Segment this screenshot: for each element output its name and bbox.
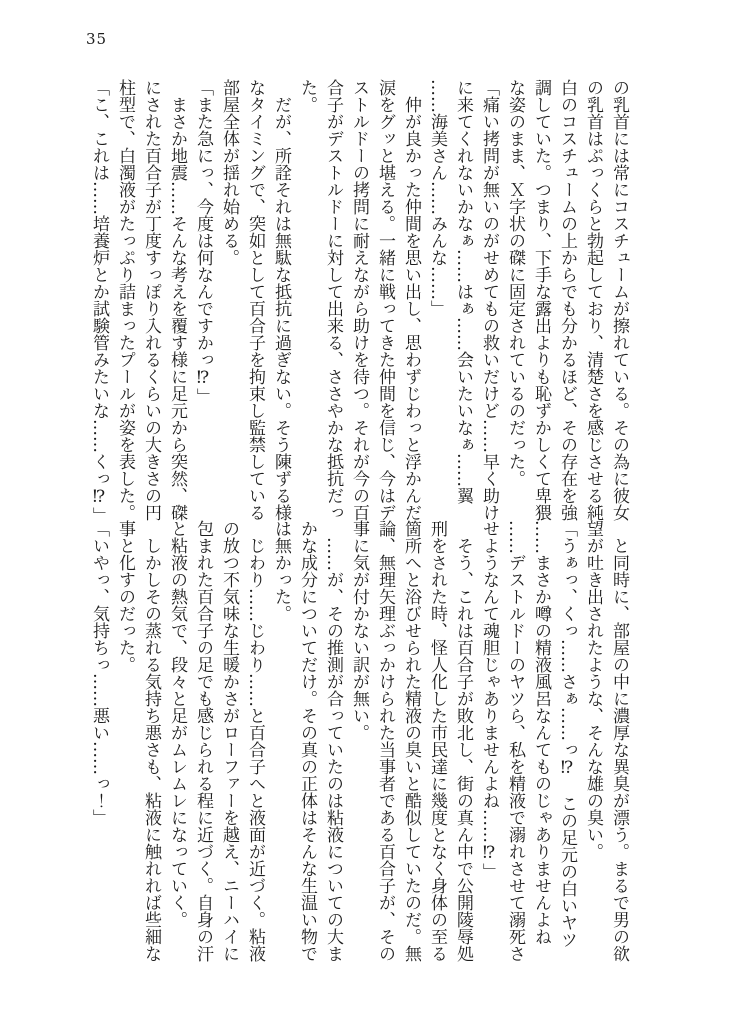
text-line: かな成分についてだけ。その真の正体はそんな生温い物で xyxy=(297,520,317,962)
text-line: にされた百合子が丁度すっぽり入れるくらいの大きさの円 xyxy=(141,79,161,521)
text-line: 事と化すのだった。 xyxy=(115,520,135,673)
text-line: の乳首はぷっくらと勃起しており、清楚さを感じさせる純 xyxy=(583,79,603,521)
text-line: 「痛い拷問が無いのがせめてもの救いだけど……早く助け xyxy=(479,79,499,521)
text-line: 柱型で、白濁液がたっぷり詰まったプールが姿を表した。 xyxy=(115,79,135,521)
text-line: 刑をされた時、怪人化した市民達に幾度となく身体の至る xyxy=(427,520,447,962)
text-line: しかしその蒸れる気持ち悪さも、粘液に触れれば些細な xyxy=(141,520,161,962)
text-line: は無かった。 xyxy=(271,520,291,622)
page-number: 35 xyxy=(86,30,108,48)
text-line: ……が、その推測が合っていたのは粘液についての大ま xyxy=(323,520,343,962)
text-line: 合子がデストルドーに対して出来る、ささやかな抵抗だっ xyxy=(323,79,343,521)
text-line: なタイミングで、突如として百合子を拘束し監禁している xyxy=(245,79,265,521)
text-line: じわり……じわり……と百合子へと液面が近づく。粘液 xyxy=(245,520,265,962)
text-line: ……デストルドーのヤツら、私を精液で溺れさせて溺死さ xyxy=(505,520,525,962)
text-line: 涙をグッと堪える。一緒に戦ってきた仲間を信じ、今はデ xyxy=(375,79,395,521)
text-line: 白のコスチュームの上からでも分かるほど、その存在を強 xyxy=(557,79,577,521)
text-line: 事に気が付かない訳が無い。 xyxy=(349,520,369,741)
text-line: の放つ不気味な生暖かさがローファーを越え、ニーハイに xyxy=(219,520,239,962)
text-line: 望が吐き出されたような、そんな雄の臭い。 xyxy=(583,520,603,860)
text-line: 部屋全体が揺れ始める。 xyxy=(219,79,239,266)
text-line: 「うぁっ、くっ……さぁ……っ⁉ この足元の白いヤツ xyxy=(557,520,577,948)
text-line: 箇所へと浴びせられた精液の臭いと酷似していたのだ。無 xyxy=(401,520,421,962)
text-line: 「こ、これは……培養炉とか試験管みたいな……くっ⁉」 xyxy=(89,79,109,524)
text-line: ……海美さん……みんな……」 xyxy=(427,79,447,317)
text-block-top xyxy=(85,79,632,527)
text-line: と同時に、部屋の中に濃厚な異臭が漂う。まるで男の欲 xyxy=(609,520,629,962)
text-line: に来てくれないかなぁ……はぁ……会いたいなぁ……翼 xyxy=(453,79,473,504)
text-line: まさか地震……そんな考えを覆す様に足元から突然、磔 xyxy=(167,79,187,521)
text-line: せようなんて魂胆じゃありませんよね……⁉」 xyxy=(479,520,499,880)
text-line: 「また急にっ、今度は何なんですかっ⁉」 xyxy=(193,79,213,405)
text-line: 仲が良かった仲間を思い出し、思わずじわっと浮かんだ xyxy=(401,79,421,521)
text-line: ……まさか噂の精液風呂なんてものじゃありませんよね xyxy=(531,520,551,945)
text-line: そう、これは百合子が敗北し、街の真ん中で公開陵辱処 xyxy=(453,520,473,962)
text-line: な姿のまま、Ｘ字状の磔に固定されているのだった。 xyxy=(505,79,525,487)
text-block-bottom xyxy=(85,520,632,968)
text-line: 包まれた百合子の足でも感じられる程に近づく。自身の汗 xyxy=(193,520,213,962)
text-line: の乳首には常にコスチュームが擦れている。その為に彼女 xyxy=(609,79,629,521)
text-line: 調していた。つまり、下手な露出よりも恥ずかしくて卑猥 xyxy=(531,79,551,521)
text-line: 「いやっ、気持ちっ……悪い……っ！」 xyxy=(89,520,109,826)
text-line: 論、無理矢理ぶっかけられた当事者である百合子が、その xyxy=(375,520,395,962)
text-line: だが、所詮それは無駄な抵抗に過ぎない。そう陳ずる様 xyxy=(271,79,291,521)
text-line: た。 xyxy=(297,79,317,113)
text-line: と粘液の熱気で、段々と足がムレムレになっていく。 xyxy=(167,520,187,928)
text-line: ストルドーの拷問に耐えながら助けを待つ。それが今の百 xyxy=(349,79,369,521)
